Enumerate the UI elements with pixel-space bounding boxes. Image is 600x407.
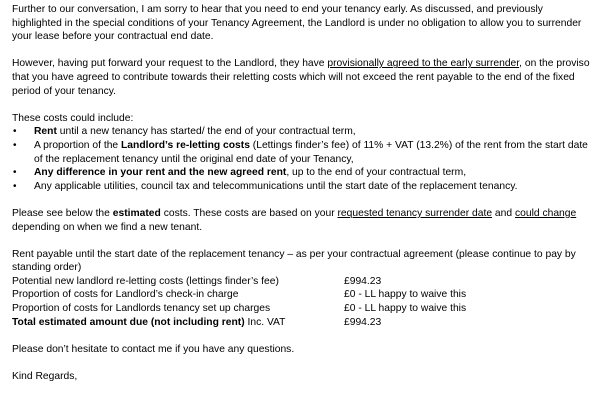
bullet-bold: Any difference in your rent and the new agreed rent: [34, 167, 287, 179]
total-label-bold: Total estimated amount due (not including rent): [12, 316, 245, 328]
costs-intro: These costs could include:: [12, 112, 134, 124]
bullet-prefix: A proportion of the: [34, 139, 122, 151]
cost-label: Proportion of costs for Landlords tenancy set up charges: [12, 303, 271, 315]
bullet-text: (Lettings finder’s fee) of 11% + VAT (13.2%) of the rent from the start date of the replacement tenancy until the original end date of your Tenancy,: [34, 139, 588, 165]
cost-value: £994.23: [344, 275, 382, 287]
estimate-text-3: and: [492, 207, 515, 219]
agreement-text-start: However, having put forward your request to the Landlord, they have: [12, 58, 328, 70]
could-change-underlined: could change: [514, 207, 577, 219]
bullet-item-utilities: [12, 180, 590, 194]
estimated-costs-paragraph: [12, 207, 590, 234]
closing-line: Please don’t hesitate to contact me if you have any questions.: [12, 343, 295, 355]
costs-bullet-list: [12, 125, 590, 193]
estimate-text-2: costs. These costs are based on your: [160, 207, 338, 219]
bullet-icon: •: [13, 167, 17, 179]
intro-paragraph: Further to our conversation, I am sorry to hear that you need to end your tenancy early. As discussed, and previously highlighted in the special conditions of your Tenancy Agreement, the Landlord is under no obligation to allow you to surrender your lease before your contractual end date.: [12, 4, 582, 43]
bullet-text: , up to the end of your contractual term,: [286, 167, 467, 179]
bullet-icon: •: [13, 139, 17, 151]
bullet-icon: •: [13, 180, 17, 192]
total-row: [12, 316, 590, 330]
bullet-icon: •: [13, 126, 17, 138]
estimate-text-1: Please see below the: [12, 207, 113, 219]
cost-row: [12, 288, 590, 302]
cost-label: Potential new landlord re-letting costs (lettings finder’s fee): [12, 275, 279, 287]
estimate-text-4: depending on when we find a new tenant.: [12, 221, 203, 233]
bullet-text: Any applicable utilities, council tax and telecommunications until the start date of the replacement tenancy.: [34, 180, 518, 192]
cost-row: [12, 275, 590, 289]
cost-value: £0 - LL happy to waive this: [344, 289, 467, 301]
landlord-agreement-paragraph: [12, 57, 590, 98]
total-value: £994.23: [344, 316, 382, 328]
bullet-item-rent-difference: [12, 166, 590, 180]
bullet-bold: Landlord’s re-letting costs: [121, 139, 250, 151]
bullet-item-rent: [12, 125, 590, 139]
total-label-rest: Inc. VAT: [244, 316, 286, 328]
bullet-bold: Rent: [34, 126, 57, 138]
rent-payable-line: Rent payable until the start date of the replacement tenancy – as per your contractual agreement (please continue to pay by standing order): [12, 248, 576, 274]
cost-label: Proportion of costs for Landlord’s check-in charge: [12, 289, 239, 301]
provisional-agreement-underlined: provisionally agreed to the early surrender: [327, 58, 520, 70]
estimated-bold: estimated: [112, 207, 161, 219]
total-label: [12, 316, 344, 330]
signoff: Kind Regards,: [12, 371, 78, 383]
bullet-text: until a new tenancy has started/ the end of your contractual term,: [56, 126, 356, 138]
cost-row: [12, 302, 590, 316]
surrender-date-underlined: requested tenancy surrender date: [337, 207, 493, 219]
agreement-text-end: , on the proviso that you have agreed to contribute towards their reletting costs which will not exceed the rent payable to the end of the fixed period of your tenancy.: [12, 58, 590, 97]
cost-value: £0 - LL happy to waive this: [344, 303, 467, 315]
costs-table: [12, 275, 590, 329]
bullet-item-reletting-costs: [12, 139, 590, 166]
